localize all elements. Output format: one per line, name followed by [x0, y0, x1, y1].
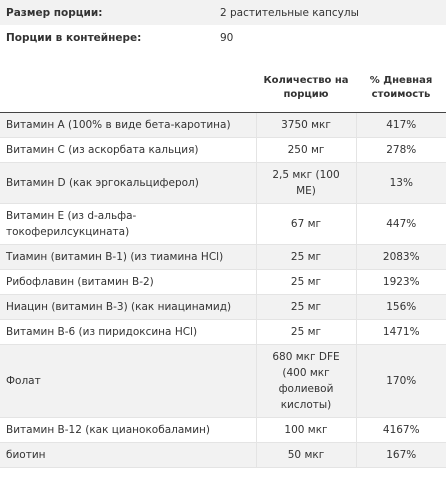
nutrient-table	[0, 64, 446, 468]
nutrient-amount: 25 мг	[256, 295, 356, 320]
nutrient-name: Рибофлавин (витамин B-2)	[0, 270, 256, 295]
nutrient-daily-value: 2083%	[356, 245, 446, 270]
table-row	[0, 320, 446, 345]
nutrient-amount: 25 мг	[256, 245, 356, 270]
nutrient-amount: 25 мг	[256, 320, 356, 345]
serving-info-table	[0, 0, 446, 50]
nutrient-name: Витамин A (100% в виде бета-каротина)	[0, 113, 256, 138]
nutrient-name: Витамин B-6 (из пиридоксина HCl)	[0, 320, 256, 345]
table-row	[0, 345, 446, 418]
nutrient-amount: 67 мг	[256, 204, 356, 245]
servings-per-container-row	[0, 25, 446, 50]
table-row	[0, 443, 446, 468]
nutrient-daily-value: 170%	[356, 345, 446, 418]
nutrient-daily-value: 167%	[356, 443, 446, 468]
servings-per-container-label: Порции в контейнере:	[6, 31, 142, 44]
table-row	[0, 418, 446, 443]
header-nutrient-name	[0, 64, 256, 113]
table-row	[0, 138, 446, 163]
table-row	[0, 245, 446, 270]
nutrient-name: Витамин C (из аскорбата кальция)	[0, 138, 256, 163]
nutrient-daily-value: 447%	[356, 204, 446, 245]
nutrient-name: биотин	[0, 443, 256, 468]
nutrient-amount: 50 мкг	[256, 443, 356, 468]
table-row	[0, 163, 446, 204]
nutrient-daily-value: 417%	[356, 113, 446, 138]
nutrient-amount: 100 мкг	[256, 418, 356, 443]
header-amount: Количество на порцию	[256, 64, 356, 113]
table-row	[0, 270, 446, 295]
nutrient-table-header	[0, 64, 446, 113]
nutrient-rows	[0, 113, 446, 468]
nutrient-daily-value: 278%	[356, 138, 446, 163]
nutrient-daily-value: 156%	[356, 295, 446, 320]
serving-size-row	[0, 0, 446, 25]
header-daily-value: % Дневная стоимость	[356, 64, 446, 113]
nutrient-amount: 680 мкг DFE (400 мкг фолиевой кислоты)	[256, 345, 356, 418]
nutrient-amount: 25 мг	[256, 270, 356, 295]
nutrient-name: Ниацин (витамин B-3) (как ниацинамид)	[0, 295, 256, 320]
nutrient-name: Фолат	[0, 345, 256, 418]
nutrient-daily-value: 4167%	[356, 418, 446, 443]
nutrient-name: Витамин B-12 (как цианокобаламин)	[0, 418, 256, 443]
nutrient-name: Витамин D (как эргокальциферол)	[0, 163, 256, 204]
nutrient-amount: 3750 мкг	[256, 113, 356, 138]
table-row	[0, 295, 446, 320]
serving-size-label: Размер порции:	[0, 0, 214, 25]
nutrient-daily-value: 13%	[356, 163, 446, 204]
nutrient-amount: 250 мг	[256, 138, 356, 163]
nutrient-daily-value: 1471%	[356, 320, 446, 345]
servings-per-container-value: 90	[220, 31, 234, 44]
table-row	[0, 204, 446, 245]
nutrient-amount: 2,5 мкг (100 МЕ)	[256, 163, 356, 204]
serving-size-value: 2 растительные капсулы	[214, 0, 446, 25]
nutrient-name: Тиамин (витамин B-1) (из тиамина HCl)	[0, 245, 256, 270]
section-spacer	[0, 50, 446, 64]
table-row	[0, 113, 446, 138]
nutrient-name: Витамин E (из d-альфа-токоферилсукцината)	[0, 204, 256, 245]
nutrient-daily-value: 1923%	[356, 270, 446, 295]
